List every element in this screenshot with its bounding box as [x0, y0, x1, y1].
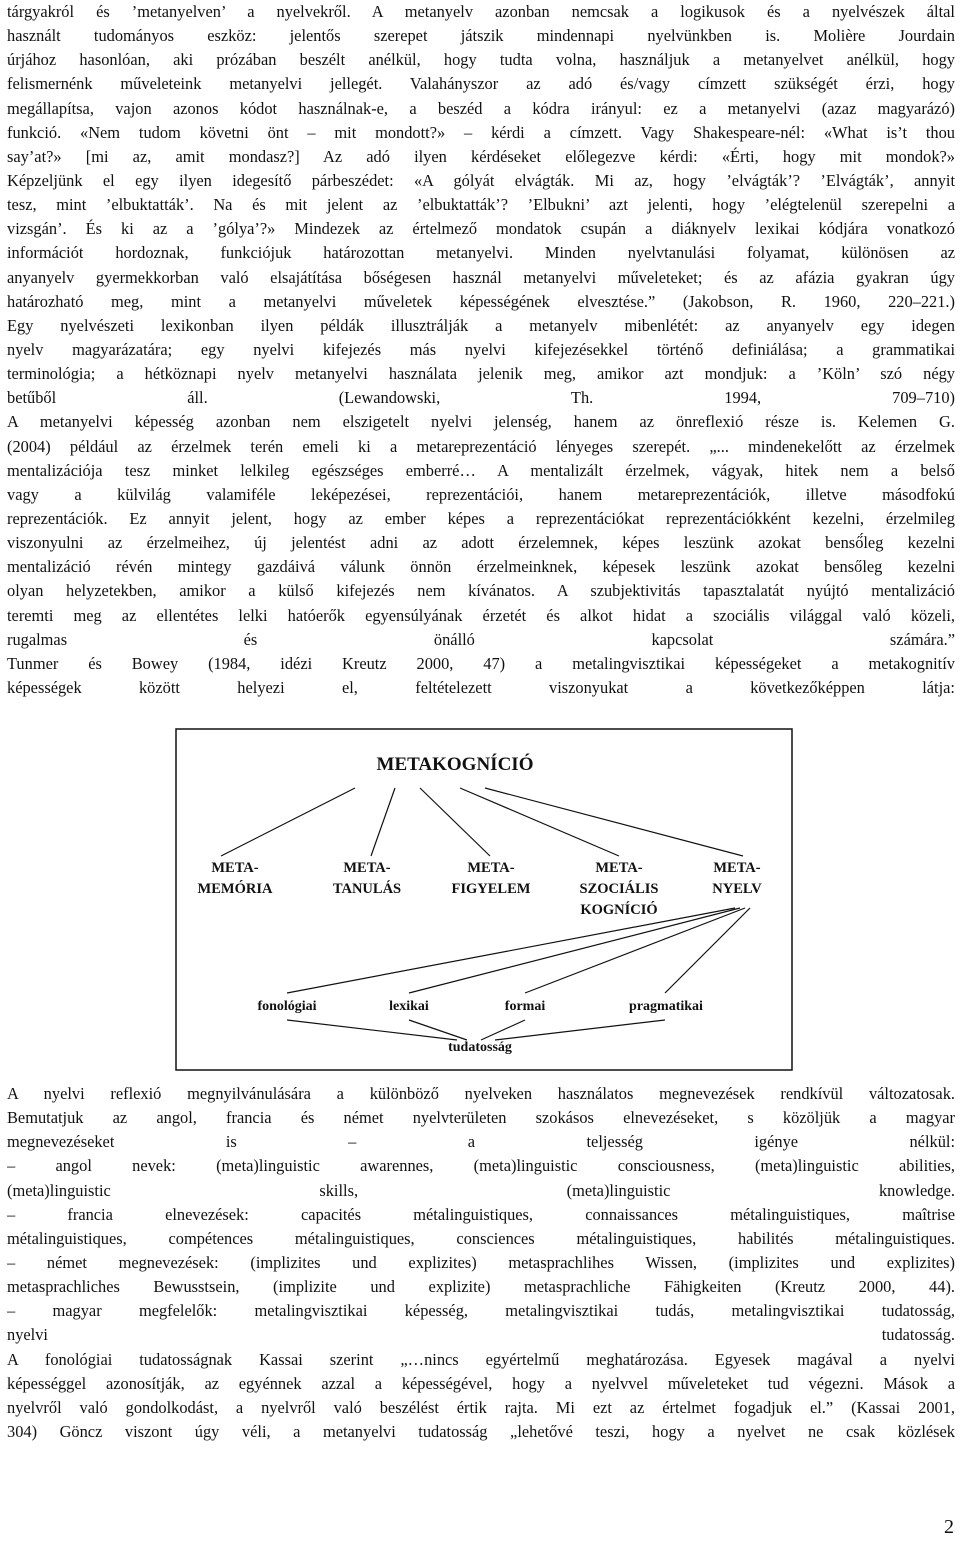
- text-line: mentalizációja tesz minket lelkileg egészséges emberré… A mentalizált érzelmek, vágyak, hitek nem a belső: [7, 460, 955, 480]
- text-line: megállapítsa, vajon azonos kódot használnak-e, a beszéd a kódra irányul: ez a metanyelvi (azaz magyarázó): [7, 98, 955, 118]
- text-line: határozható meg, mint a metanyelvi műveletek képességének elvesztése.” (Jakobson, R. 1960, 220–221.): [7, 291, 955, 311]
- page-number: 2: [944, 1516, 954, 1538]
- text-line: nyelv magyarázatára; egy nyelvi kifejezés más nyelvi kifejezésekkel történő definiálása; a grammatikai: [7, 339, 955, 359]
- node-line-1: META-: [467, 860, 515, 876]
- text-line: rugalmas és önálló kapcsolat számára.”: [7, 629, 955, 649]
- node-line-1: META-: [595, 860, 643, 876]
- text-line: metasprachliches Bewusstsein, (implizite und explizite) metasprachliche Fähigkeiten (Kreutz 2000, 44).: [7, 1277, 955, 1297]
- text-block-bottom: [7, 1082, 955, 1444]
- node-metanyelv: [689, 858, 785, 900]
- metacognition-diagram: [175, 728, 793, 1071]
- node-line-2: TANULÁS: [332, 881, 402, 897]
- text-line: Képzeljünk el egy ilyen idegesítő párbeszédet: «A gólyát elvágták. Mi az, hogy ’elvágták’? ’Elvágták’, annyit: [7, 170, 955, 190]
- line-title-szocialis: [460, 788, 619, 856]
- node-metafigyelem: [433, 858, 549, 900]
- text-line: anyanyelv gyermekkorban való elsajátítása bőségesen használ metanyelvi műveleteket; és az afázia gyakran úgy: [7, 267, 955, 287]
- text-line: métalinguistiques, compétences métalinguistiques, consciences métalinguistiques, habilités métalinguistiques.: [7, 1228, 955, 1248]
- text-line: – magyar megfelelők: metalingvisztikai képesség, metalingvisztikai tudás, metalingvisztikai tudatosság,: [7, 1301, 955, 1321]
- text-line: A nyelvi reflexió megnyilvánulására a különböző nyelveken használatos megnevezések rendkívül változatosak.: [7, 1084, 955, 1103]
- text-line: – német megnevezések: (implizites und explizites) metasprachlihes Wissen, (implizites und explizites): [7, 1252, 955, 1272]
- node-line-2: MEMÓRIA: [197, 881, 273, 897]
- text-line: mentalizáció révén mintegy gazdáivá válunk önnön érzelmeinknek, képesek leszünk azokat bensőleg kezelni: [7, 557, 955, 577]
- text-line: betűből áll. (Lewandowski, Th. 1994, 709–710): [7, 388, 955, 408]
- text-line: (meta)linguistic skills, (meta)linguistic knowledge.: [7, 1180, 955, 1200]
- text-line: képességek között helyezi el, feltételezett viszonyukat a következőképpen látja:: [7, 677, 955, 697]
- text-line: tárgyakról és ’metanyelven’ a nyelvekről. A metanyelv azonban nemcsak a logikusok és a nyelvészek által: [7, 2, 955, 21]
- text-line: Bemutatjuk az angol, francia és német nyelvterületen szokásos elnevezéseket, s közöljük a magyar: [7, 1108, 955, 1128]
- text-block-top: [7, 0, 955, 700]
- text-line: felismernénk műveleteink metanyelvi jellegét. Valahányszor az adó és/vagy címzett szükségét érzi, hogy: [7, 74, 955, 94]
- subnode-pragmatikai: pragmatikai: [629, 999, 703, 1014]
- line-lexikai-tudatossag: [409, 1020, 467, 1040]
- text-line: nyelvi tudatosság.: [7, 1325, 955, 1345]
- node-line-1: META-: [713, 860, 761, 876]
- text-line: teremti meg az ellentétes lelki hatóerők egyensúlyának érzetét és alkot hidat a szociális világgal való közeli,: [7, 605, 955, 625]
- text-line: megnevezéseket is – a teljesség igénye nélkül:: [7, 1132, 955, 1152]
- text-line: olyan helyzetekben, amikor a külső kifejezés nem kívánatos. A szubjektivitás tapasztalatát nyújtó mentalizáció: [7, 581, 955, 601]
- text-line: 304) Göncz viszont úgy véli, a metanyelvi tudatosság „lehetővé teszi, hogy a nyelvet ne csak közlések: [7, 1421, 955, 1441]
- text-line: – angol nevek: (meta)linguistic awarennes, (meta)linguistic consciousness, (meta)linguistic abilities,: [7, 1156, 955, 1176]
- text-line: terminológia; a hétköznapi nyelv metanyelvi használata jelenik meg, amikor azt mondjuk: a ’Köln’ szó négy: [7, 364, 955, 384]
- text-line: A metanyelvi képesség azonban nem elszigetelt nyelvi jelenség, hanem az önreflexió része is. Kelemen G.: [7, 412, 955, 432]
- bottom-node-tudatossag: tudatosság: [448, 1040, 512, 1055]
- node-line-2: SZOCIÁLIS: [579, 881, 659, 897]
- line-title-tanulas: [371, 788, 395, 856]
- text-line: tesz, mint ’elbuktatták’. Na és mit jelent az ’elbuktatták’? ’Elbukni’ azt jelenti, hogy ’elégtelenül szerepelni a: [7, 195, 955, 215]
- subnode-lexikai: lexikai: [389, 999, 429, 1014]
- node-line-1: META-: [211, 860, 259, 876]
- line-pragmatikai-tudatossag: [495, 1020, 665, 1040]
- text-line: vagy a külvilág valamiféle leképezései, reprezentációi, hanem metareprezentációk, illetve másodfokú: [7, 484, 955, 504]
- line-fonologiai-tudatossag: [287, 1020, 457, 1040]
- node-metaszocialis-kognicio: [557, 858, 681, 921]
- node-line-2: NYELV: [712, 881, 762, 897]
- line-title-figyelem: [420, 788, 490, 856]
- text-line: (2004) például az érzelmek terén emeli ki a metareprezentáció lényeges szerepét. „... mindenekelőtt az érzelmek: [7, 436, 955, 456]
- text-line: – francia elnevezések: capacités métalinguistiques, connaissances métalinguistiques, maîtrise: [7, 1204, 955, 1224]
- subnode-fonologiai: fonológiai: [257, 999, 317, 1014]
- node-metatanulas: [311, 858, 423, 900]
- diagram-title: METAKOGNÍCIÓ: [376, 754, 534, 775]
- text-line: információt hordoznak, funkciójuk határozottan metanyelvi. Minden nyelvtanulási folyamat, különösen az: [7, 243, 955, 263]
- text-line: nyelvről való gondolkodást, a nyelvről való beszélést értik rajta. Mi ezt az értelmet fogadjuk el.” (Kassai 2001,: [7, 1397, 955, 1417]
- node-metamemoria: [175, 858, 295, 900]
- node-line-1: META-: [343, 860, 391, 876]
- text-line: úrjához hasonlóan, aki prózában beszélt anélkül, hogy tudta volna, használjuk a metanyelvet anélkül, hogy: [7, 50, 955, 70]
- node-line-2: FIGYELEM: [451, 881, 531, 897]
- text-line: használt tudományos eszköz: jelentős szerepet játszik mindennapi nyelvünkben is. Molière Jourdain: [7, 26, 955, 46]
- subnode-formai: formai: [504, 999, 546, 1014]
- text-line: A fonológiai tudatosságnak Kassai szerint „…nincs egyértelmű meghatározása. Egyesek magával a nyelvi: [7, 1349, 955, 1369]
- text-line: say’at?» [mi az, amit mondasz?] Az adó ilyen kérdéseket előlegezve kérdi: «Érti, hogy mit mondok?»: [7, 146, 955, 166]
- text-line: funkció. «Nem tudom követni önt – mit mondott?» – kérdi a címzett. Vagy Shakespeare-nél: «What is’t thou: [7, 122, 955, 142]
- line-title-nyelv: [485, 788, 743, 856]
- text-line: képességgel azonosítják, az egyénnek azzal a képességével, hogy a nyelvvel műveleteket tud végezni. Mások a: [7, 1373, 955, 1393]
- line-title-memoria: [221, 788, 355, 856]
- node-line-3: KOGNÍCIÓ: [580, 902, 658, 918]
- text-line: vizsgán’. És ki az a ’gólya’?» Mindezek az értelmező mondatok csupán a diáknyelv lexikai kódjára vonatkozó: [7, 219, 955, 239]
- text-line: Tunmer és Bowey (1984, idézi Kreutz 2000, 47) a metalingvisztikai képességeket a metakognitív: [7, 653, 955, 673]
- text-line: viszonyulni az érzelmeihez, új jelentést adni az adott érzelemnek, képes leszünk azokat benső́leg kezelni: [7, 533, 955, 553]
- text-line: Egy nyelvészeti lexikonban ilyen példák illusztrálják a metanyelv mibenlétét: az anyanyelv egy idegen: [7, 315, 955, 335]
- text-line: reprezentációk. Ez annyit jelent, hogy az ember képes a reprezentációkat reprezentációkként kezelni, érzelmileg: [7, 508, 955, 528]
